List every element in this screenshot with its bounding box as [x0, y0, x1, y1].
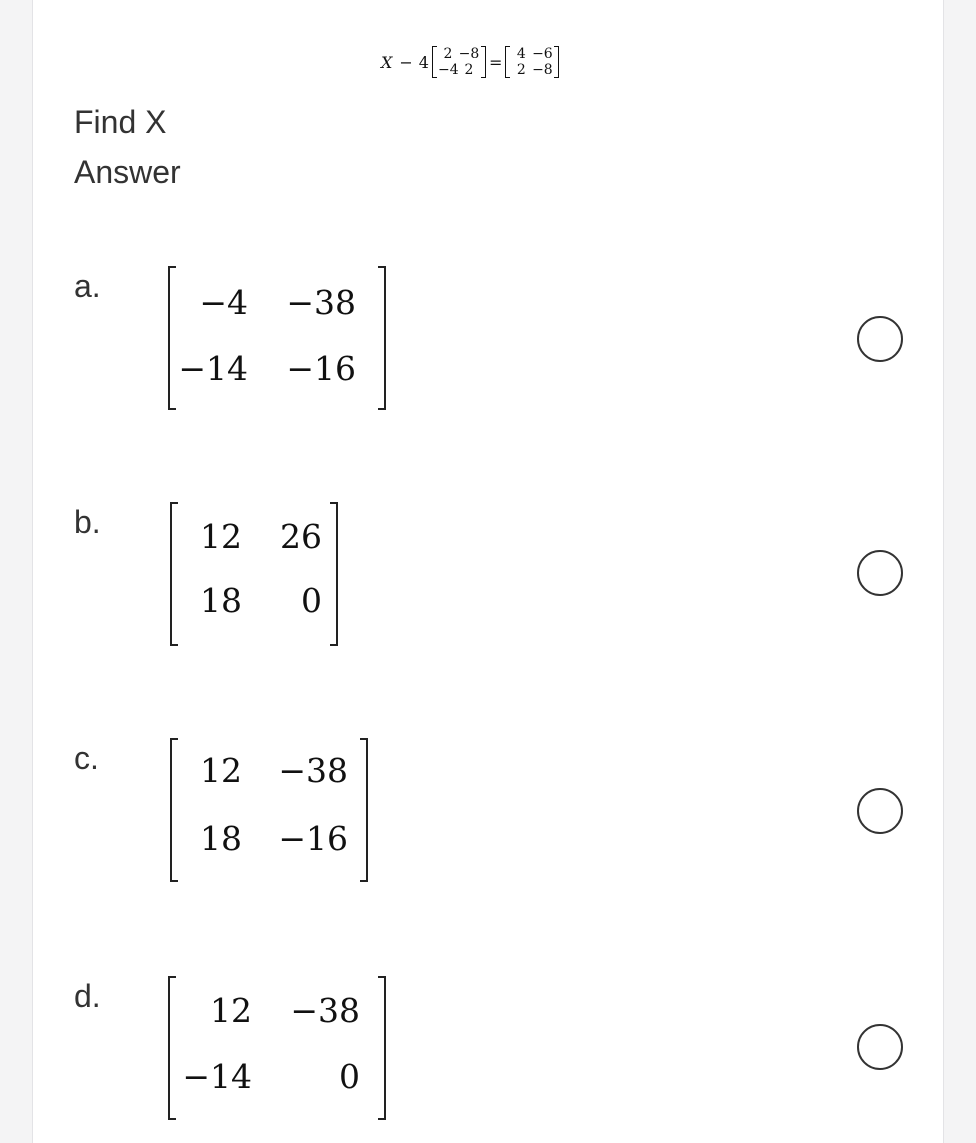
matrix-cell: 18	[200, 581, 242, 620]
option-c[interactable]	[74, 738, 914, 898]
matrix-cell: 12	[200, 751, 242, 790]
right-bracket	[360, 738, 368, 882]
left-bracket	[170, 738, 178, 882]
equation-minus: −	[399, 52, 413, 72]
right-bracket	[378, 266, 386, 410]
matrix-b-cell: −8	[532, 62, 553, 78]
equation-matrix-a	[432, 44, 486, 80]
matrix-b-cell: 4	[516, 46, 526, 62]
option-letter: c.	[74, 740, 99, 776]
matrix-b-cell: −6	[532, 46, 553, 62]
equation-variable: X	[381, 52, 393, 72]
option-d-radio[interactable]	[857, 1024, 903, 1070]
matrix-cell: −14	[182, 1057, 252, 1096]
equation	[381, 40, 637, 84]
answer-label: Answer	[74, 154, 181, 190]
matrix-cell: 12	[210, 991, 252, 1030]
option-a-matrix	[168, 266, 386, 410]
matrix-cell: −16	[278, 819, 348, 858]
matrix-cell: −38	[286, 283, 356, 322]
matrix-a-cell: −4	[437, 62, 459, 78]
equation-matrix-b	[505, 44, 559, 80]
matrix-b-cell: 2	[516, 62, 526, 78]
left-bracket	[168, 976, 176, 1120]
option-c-matrix	[170, 738, 368, 882]
question-card	[32, 0, 944, 1143]
right-bracket	[378, 976, 386, 1120]
option-c-radio[interactable]	[857, 788, 903, 834]
option-letter: b.	[74, 504, 101, 540]
equation-scalar: 4	[418, 52, 429, 72]
left-bracket	[168, 266, 176, 410]
option-letter: a.	[74, 268, 101, 304]
option-a-radio[interactable]	[857, 316, 903, 362]
matrix-cell: 26	[280, 517, 322, 556]
matrix-cell: 12	[200, 517, 242, 556]
matrix-cell: −16	[286, 349, 356, 388]
option-b-matrix	[170, 502, 338, 646]
option-b-radio[interactable]	[857, 550, 903, 596]
matrix-cell: −4	[199, 283, 248, 322]
right-bracket	[330, 502, 338, 646]
matrix-cell: −14	[178, 349, 248, 388]
left-bracket	[170, 502, 178, 646]
equation-equals: =	[488, 52, 503, 72]
matrix-cell: −38	[290, 991, 360, 1030]
option-letter: d.	[74, 978, 101, 1014]
matrix-a-cell: −8	[458, 46, 480, 62]
option-b[interactable]	[74, 502, 914, 662]
matrix-a-cell: 2	[443, 46, 453, 62]
option-d[interactable]	[74, 976, 914, 1136]
matrix-cell: 18	[200, 819, 242, 858]
option-a[interactable]	[74, 266, 914, 426]
question-prompt: Find X	[74, 104, 167, 140]
matrix-cell: 0	[339, 1057, 360, 1096]
matrix-a-cell: 2	[464, 62, 474, 78]
matrix-cell: −38	[278, 751, 348, 790]
matrix-cell: 0	[301, 581, 322, 620]
option-d-matrix	[168, 976, 386, 1120]
